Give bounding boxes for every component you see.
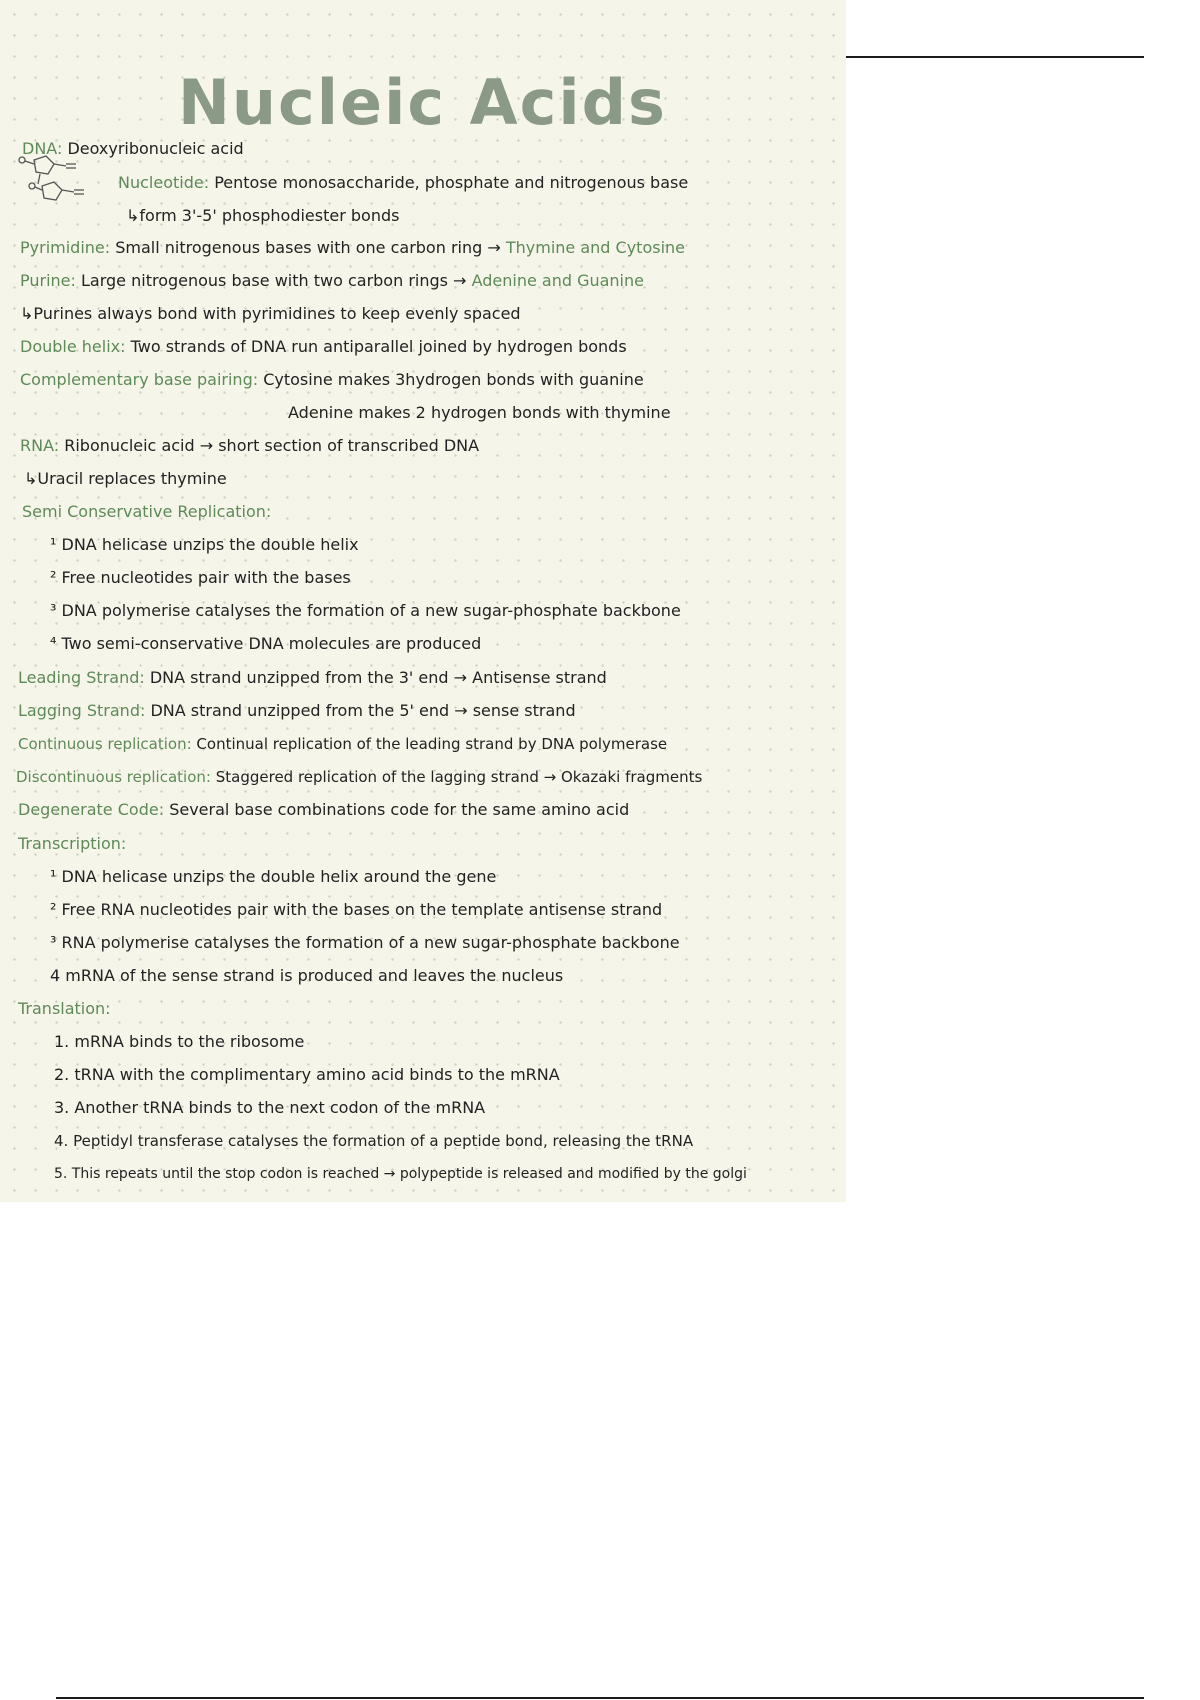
term-rna: RNA:	[20, 436, 60, 455]
line-dna	[22, 138, 244, 160]
line-purine-note: ↳Purines always bond with pyrimidines to keep evenly spaced	[20, 304, 521, 323]
term-dna: DNA:	[22, 139, 63, 158]
line-nucleotide	[118, 172, 688, 194]
translation-step-4: 4. Peptidyl transferase catalyses the formation of a peptide bond, releasing the tRNA	[54, 1132, 694, 1150]
line-purine	[20, 270, 644, 292]
def-purine: Large nitrogenous base with two carbon rings →	[81, 271, 467, 290]
transcription-step-4: 4 mRNA of the sense strand is produced and leaves the nucleus	[50, 966, 564, 985]
transcription-step-2: ² Free RNA nucleotides pair with the bases on the template antisense strand	[50, 900, 663, 919]
term-discontinuous: Discontinuous replication:	[16, 768, 211, 786]
heading-translation: Translation:	[18, 999, 111, 1018]
line-continuous	[18, 733, 667, 755]
translation-step-5: 5. This repeats until the stop codon is reached → polypeptide is released and modified by the golgi	[54, 1166, 747, 1182]
line-phosphodiester: ↳form 3'-5' phosphodiester bonds	[126, 206, 400, 225]
notebook-page	[0, 0, 846, 1202]
line-pyrimidine	[20, 237, 685, 259]
transcription-step-1: ¹ DNA helicase unzips the double helix around the gene	[50, 867, 497, 886]
def-rna: Ribonucleic acid → short section of transcribed DNA	[64, 436, 480, 455]
header-rule	[846, 56, 1144, 58]
def-leading-strand: DNA strand unzipped from the 3' end → Antisense strand	[149, 668, 607, 687]
term-lagging-strand: Lagging Strand:	[18, 701, 146, 720]
def-nucleotide: Pentose monosaccharide, phosphate and nitrogenous base	[214, 173, 689, 192]
transcription-step-3: ³ RNA polymerise catalyses the formation of a new sugar-phosphate backbone	[50, 933, 680, 952]
def-lagging-strand: DNA strand unzipped from the 5' end → sense strand	[150, 701, 576, 720]
term-purine: Purine:	[20, 271, 76, 290]
term-continuous: Continuous replication:	[18, 735, 192, 753]
pyrimidine-examples: Thymine and Cytosine	[505, 238, 685, 257]
def-double-helix: Two strands of DNA run antiparallel joined by hydrogen bonds	[130, 337, 627, 356]
line-base-pairing	[20, 369, 644, 391]
term-degenerate-code: Degenerate Code:	[18, 800, 165, 819]
term-double-helix: Double helix:	[20, 337, 126, 356]
line-double-helix	[20, 336, 627, 358]
page-title: Nucleic Acids	[178, 66, 667, 139]
def-discontinuous: Staggered replication of the lagging strand → Okazaki fragments	[215, 768, 703, 786]
semi-step-3: ³ DNA polymerise catalyses the formation of a new sugar-phosphate backbone	[50, 601, 681, 620]
line-rna	[20, 435, 479, 457]
line-base-pairing-2: Adenine makes 2 hydrogen bonds with thymine	[288, 403, 671, 422]
semi-step-4: ⁴ Two semi-conservative DNA molecules are produced	[50, 634, 482, 653]
line-leading-strand	[18, 667, 607, 689]
term-leading-strand: Leading Strand:	[18, 668, 145, 687]
translation-step-1: 1. mRNA binds to the ribosome	[54, 1032, 305, 1051]
translation-step-2: 2. tRNA with the complimentary amino acid binds to the mRNA	[54, 1065, 560, 1084]
def-dna: Deoxyribonucleic acid	[67, 139, 244, 158]
line-uracil: ↳Uracil replaces thymine	[24, 469, 227, 488]
def-base-pairing-1: Cytosine makes 3hydrogen bonds with guanine	[263, 370, 644, 389]
semi-step-1: ¹ DNA helicase unzips the double helix	[50, 535, 359, 554]
term-base-pairing: Complementary base pairing:	[20, 370, 259, 389]
def-degenerate-code: Several base combinations code for the same amino acid	[169, 800, 630, 819]
def-pyrimidine: Small nitrogenous bases with one carbon ring →	[115, 238, 501, 257]
line-degenerate-code	[18, 799, 629, 821]
translation-step-3: 3. Another tRNA binds to the next codon of the mRNA	[54, 1098, 486, 1117]
def-continuous: Continual replication of the leading strand by DNA polymerase	[196, 735, 668, 753]
purine-examples: Adenine and Guanine	[471, 271, 644, 290]
heading-transcription: Transcription:	[18, 834, 127, 853]
term-pyrimidine: Pyrimidine:	[20, 238, 111, 257]
line-lagging-strand	[18, 700, 576, 722]
footer-rule	[56, 1697, 1144, 1699]
heading-semi-conservative: Semi Conservative Replication:	[22, 502, 272, 521]
term-nucleotide: Nucleotide:	[118, 173, 210, 192]
line-discontinuous	[16, 766, 702, 788]
nucleotide-structure-icon	[14, 152, 94, 216]
semi-step-2: ² Free nucleotides pair with the bases	[50, 568, 351, 587]
